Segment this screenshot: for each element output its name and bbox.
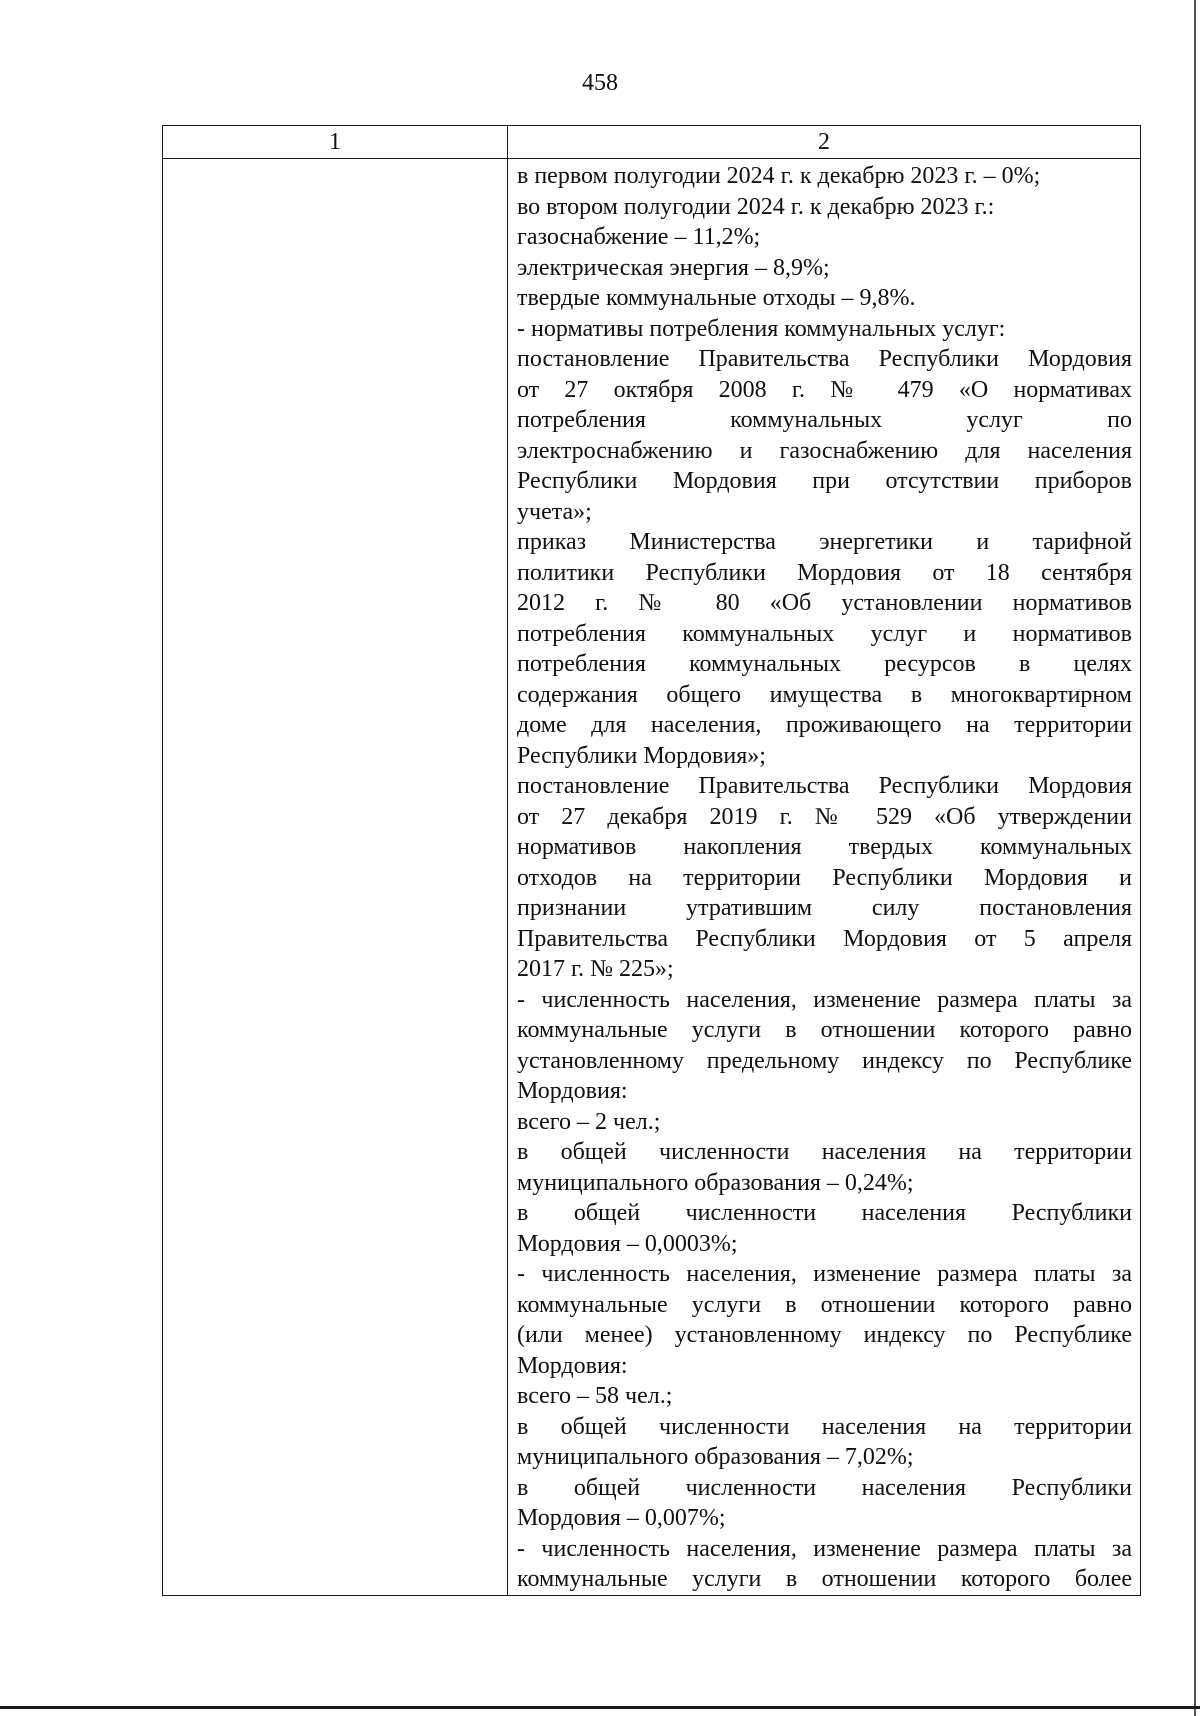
text-line: установленному предельному индексу по Республике [517, 1047, 1132, 1074]
text-line: от 27 октября 2008 г. № 479 «О нормативах [517, 376, 1132, 403]
text-line: в первом полугодии 2024 г. к декабрю 2023 г. – 0%; [517, 163, 1041, 189]
text-line: Мордовия – 0,0003%; [517, 1230, 738, 1257]
text-line: в общей численности населения на территории [517, 1413, 1132, 1440]
text-line: твердые коммунальные отходы – 9,8%. [517, 285, 916, 311]
text-line: потребления коммунальных ресурсов в целях [517, 651, 1132, 677]
text-line: коммунальные услуги в отношении которого равно [517, 1291, 1132, 1318]
scan-bottom-line [0, 1706, 1200, 1709]
text-line: Мордовия – 0,007%; [517, 1505, 726, 1531]
text-line: доме для населения, проживающего на территории [517, 712, 1132, 738]
text-line: 2017 г. № 225»; [517, 956, 674, 982]
text-line: - численность населения, изменение размера платы за [517, 986, 1132, 1013]
text-line: учета»; [517, 498, 592, 525]
text-line: Мордовия: [517, 1078, 628, 1104]
text-line: признании утратившим силу постановления [517, 895, 1132, 921]
column-header-1: 1 [163, 126, 508, 159]
text-line: электрическая энергия – 8,9%; [517, 254, 830, 281]
table-header-row [163, 126, 1141, 159]
text-line: Правительства Республики Мордовия от 5 апреля [517, 925, 1132, 952]
text-line: Мордовия: [517, 1352, 628, 1379]
text-line: постановление Правительства Республики Мордовия [517, 346, 1132, 372]
text-line: газоснабжение – 11,2%; [517, 224, 761, 250]
text-line: в общей численности населения Республики [517, 1474, 1132, 1501]
column-1-cell [163, 159, 508, 1596]
text-line: муниципального образования – 0,24%; [517, 1169, 914, 1196]
text-line: - численность населения, изменение размера платы за [517, 1535, 1132, 1562]
text-line: содержания общего имущества в многоквартирном [517, 681, 1132, 708]
table-row [163, 159, 1141, 1596]
text-line: приказ Министерства энергетики и тарифной [517, 529, 1132, 555]
text-line: в общей численности населения на территории [517, 1139, 1132, 1165]
text-line: во втором полугодии 2024 г. к декабрю 2023 г.: [517, 193, 995, 220]
text-line: политики Республики Мордовия от 18 сентября [517, 559, 1132, 586]
text-line: всего – 58 чел.; [517, 1383, 673, 1409]
column-2-cell [508, 159, 1141, 1596]
text-line: (или менее) установленному индексу по Республике [517, 1322, 1132, 1348]
text-line: от 27 декабря 2019 г. № 529 «Об утверждении [517, 803, 1132, 830]
text-line: нормативов накопления твердых коммунальных [517, 834, 1132, 860]
text-line: коммунальные услуги в отношении которого равно [517, 1017, 1132, 1043]
text-line: 2012 г. № 80 «Об установлении нормативов [517, 590, 1132, 616]
text-line: коммунальные услуги в отношении которого более [517, 1566, 1132, 1592]
text-line: всего – 2 чел.; [517, 1108, 661, 1135]
text-line: электроснабжению и газоснабжению для населения [517, 437, 1132, 464]
scan-edge-line [1194, 0, 1196, 1716]
page-number: 458 [582, 70, 618, 96]
document-table [162, 125, 1141, 1596]
text-line: муниципального образования – 7,02%; [517, 1444, 914, 1470]
text-line: отходов на территории Республики Мордовия и [517, 864, 1132, 891]
text-line: Республики Мордовия»; [517, 742, 766, 769]
text-line: - нормативы потребления коммунальных услуг: [517, 315, 1006, 342]
text-line: потребления коммунальных услуг по [517, 407, 1132, 433]
text-line: - численность населения, изменение размера платы за [517, 1261, 1132, 1287]
text-line: постановление Правительства Республики Мордовия [517, 773, 1132, 799]
text-line: Республики Мордовия при отсутствии приборов [517, 468, 1132, 494]
text-line: потребления коммунальных услуг и нормативов [517, 620, 1132, 647]
text-line: в общей численности населения Республики [517, 1200, 1132, 1226]
column-header-2: 2 [508, 126, 1141, 159]
